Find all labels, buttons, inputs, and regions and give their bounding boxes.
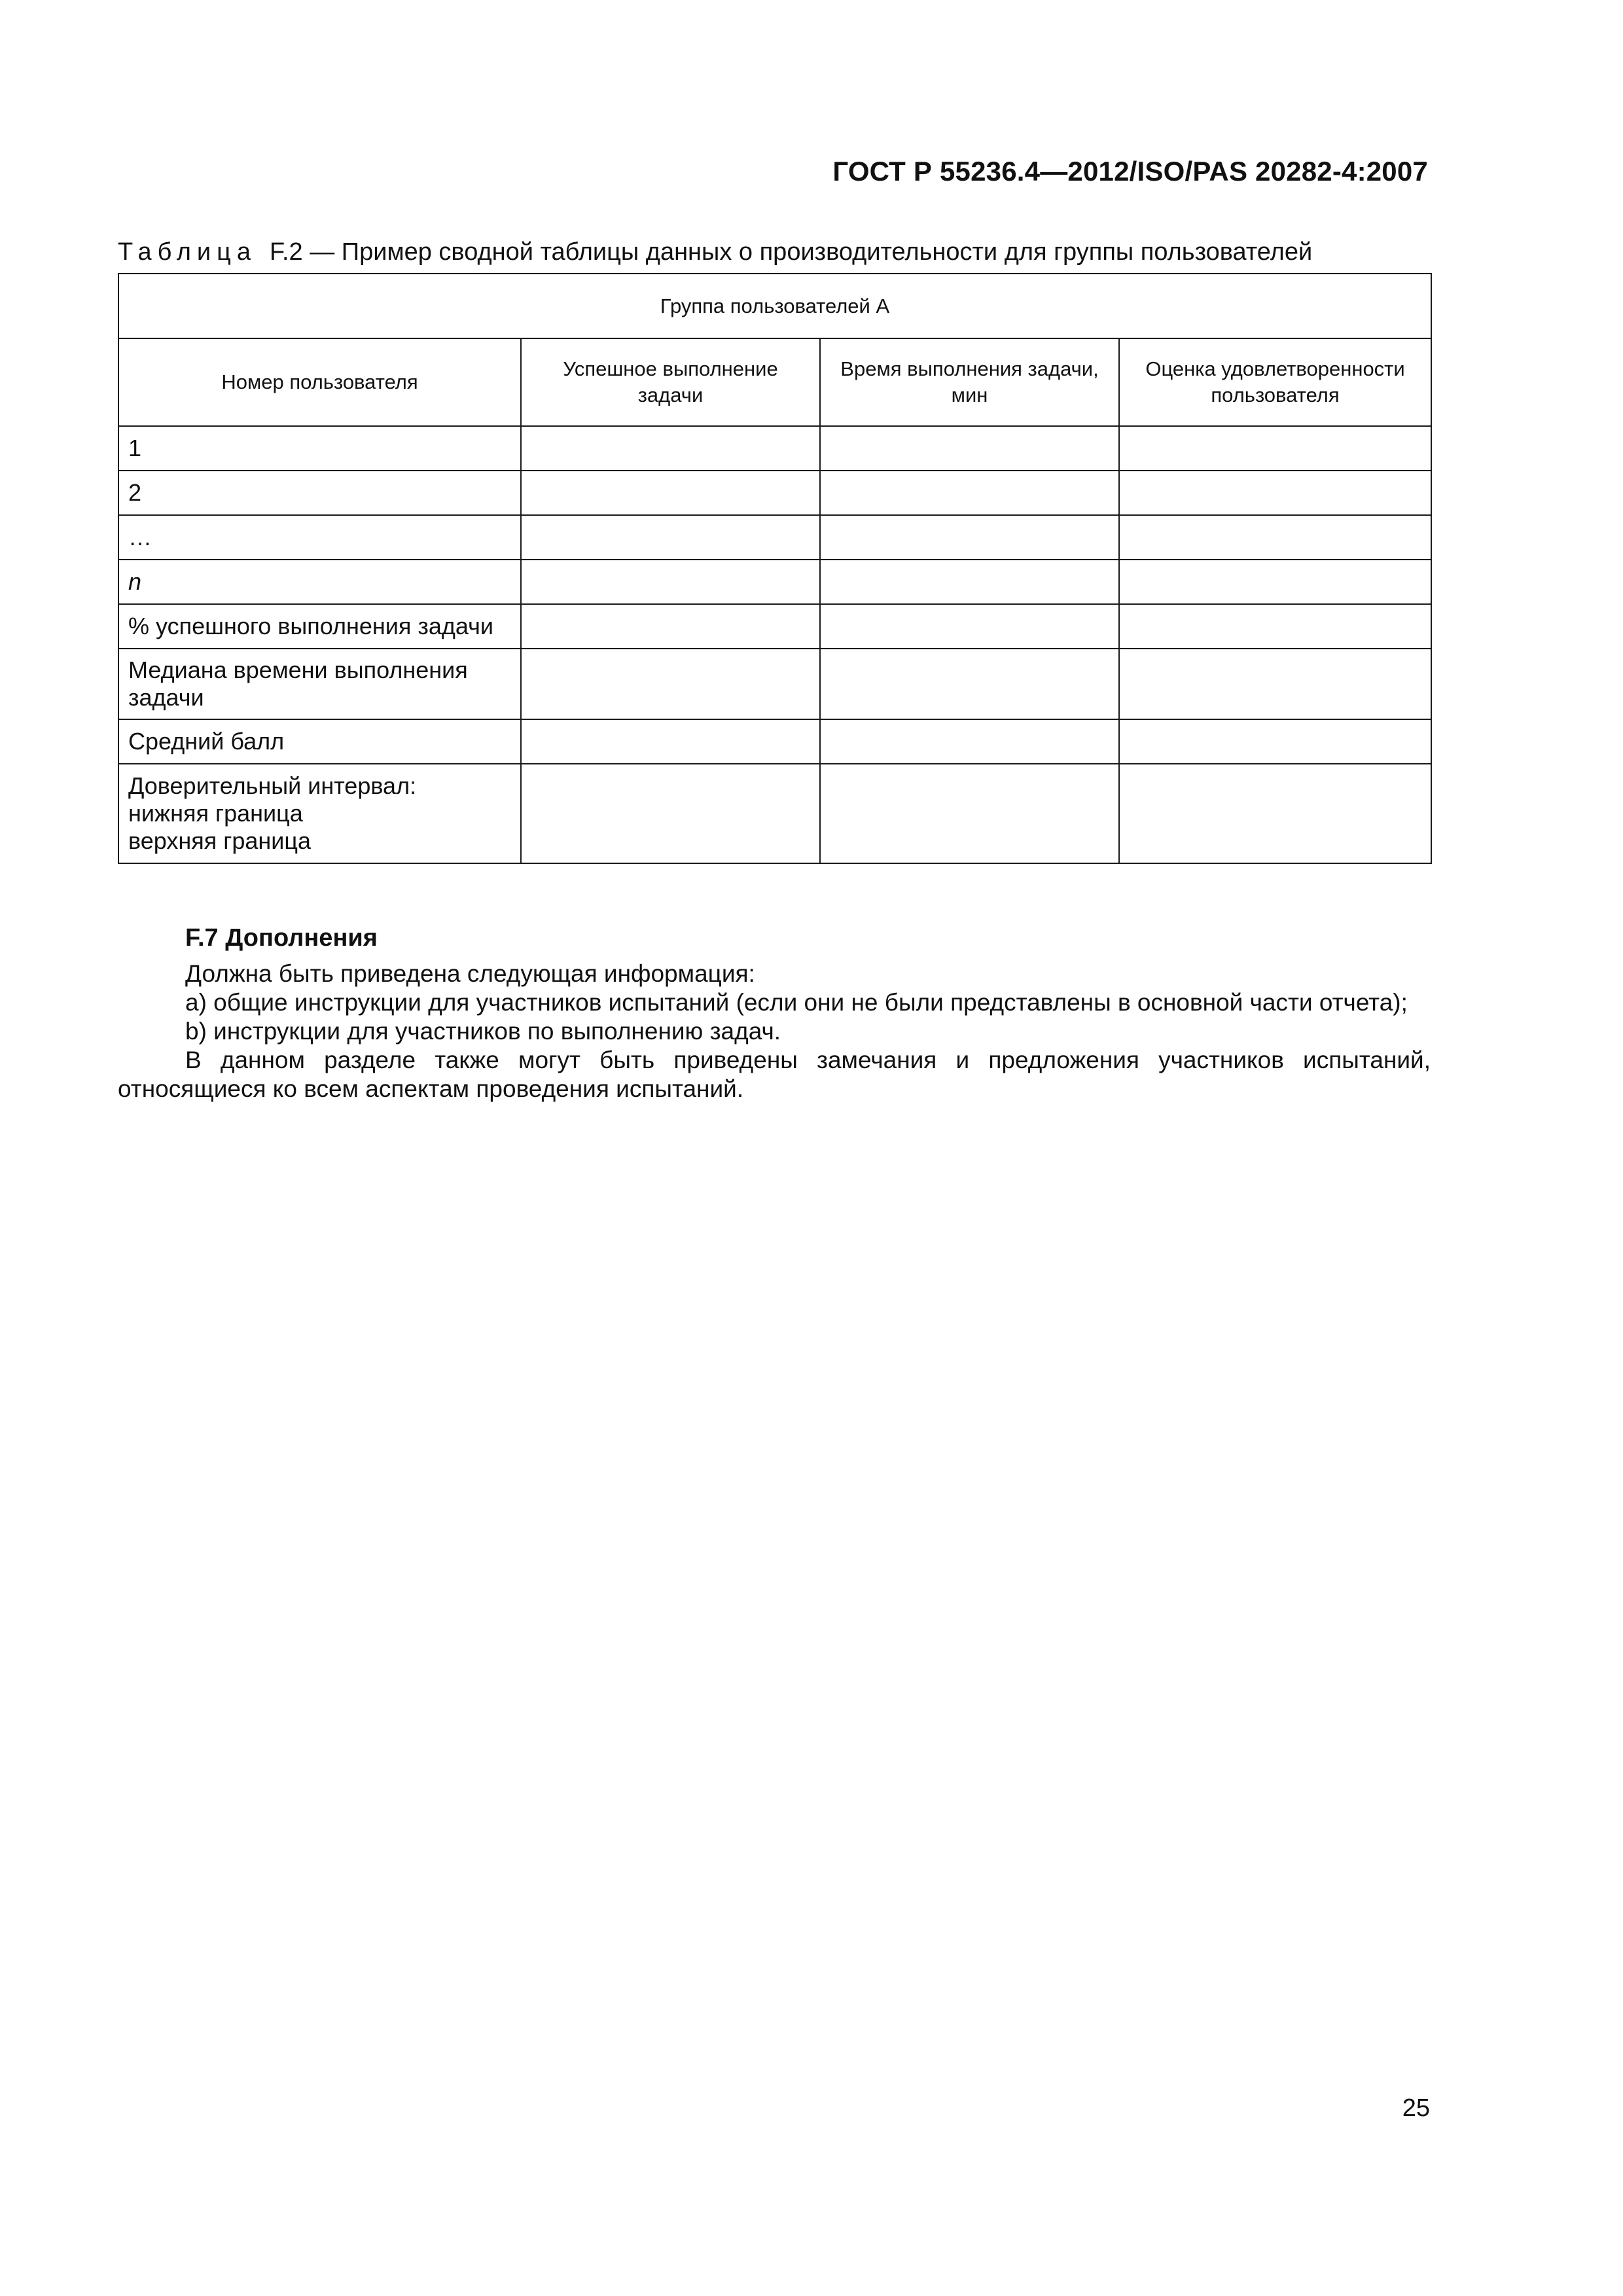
page-number: 25 <box>1402 2094 1430 2122</box>
table-row <box>118 604 1431 649</box>
performance-summary-table <box>118 273 1432 864</box>
column-header-task-success: Успешное выполнение задачи <box>521 338 820 426</box>
section-title: F.7 Дополнения <box>185 924 378 952</box>
section-body <box>118 960 1431 1103</box>
list-item: a) общие инструкции для участников испытаний (если они не были представлены в основной части отчета); <box>185 989 1408 1016</box>
table-row <box>118 471 1431 515</box>
section-intro: Должна быть приведена следующая информация: <box>185 960 755 987</box>
lower-bound-label: нижняя граница <box>128 800 303 827</box>
row-label: 2 <box>118 471 521 515</box>
column-header-user-number: Номер пользователя <box>118 338 521 426</box>
section-paragraph: В данном разделе также могут быть приведены замечания и предложения участников испытаний, относящиеся ко всем аспектам проведения испытаний. <box>118 1047 1431 1102</box>
table-caption-word: Таблица <box>118 238 257 266</box>
table-row <box>118 426 1431 471</box>
row-label: Средний балл <box>118 719 521 764</box>
table-row <box>118 719 1431 764</box>
table-row <box>118 764 1431 863</box>
table-caption <box>118 238 1440 266</box>
row-label: 1 <box>118 426 521 471</box>
list-item: b) инструкции для участников по выполнению задач. <box>185 1018 781 1045</box>
row-label: % успешного выполнения задачи <box>118 604 521 649</box>
row-label: … <box>118 515 521 560</box>
table-row <box>118 649 1431 719</box>
confidence-interval-label: Доверительный интервал: <box>128 772 417 799</box>
table-caption-text: F.2 — Пример сводной таблицы данных о производительности для группы пользователей <box>270 238 1313 266</box>
column-header-satisfaction: Оценка удовлетворенности пользователя <box>1119 338 1431 426</box>
table-row <box>118 560 1431 604</box>
column-header-task-time: Время выполнения задачи, мин <box>820 338 1119 426</box>
upper-bound-label: верхняя граница <box>128 827 312 854</box>
table-row <box>118 515 1431 560</box>
document-code-header: ГОСТ Р 55236.4—2012/ISO/PAS 20282-4:2007 <box>832 156 1428 187</box>
row-label: n <box>118 560 521 604</box>
row-label: Медиана времени выполнения задачи <box>118 649 521 719</box>
user-group-header: Группа пользователей А <box>118 274 1431 338</box>
row-label <box>118 764 521 863</box>
